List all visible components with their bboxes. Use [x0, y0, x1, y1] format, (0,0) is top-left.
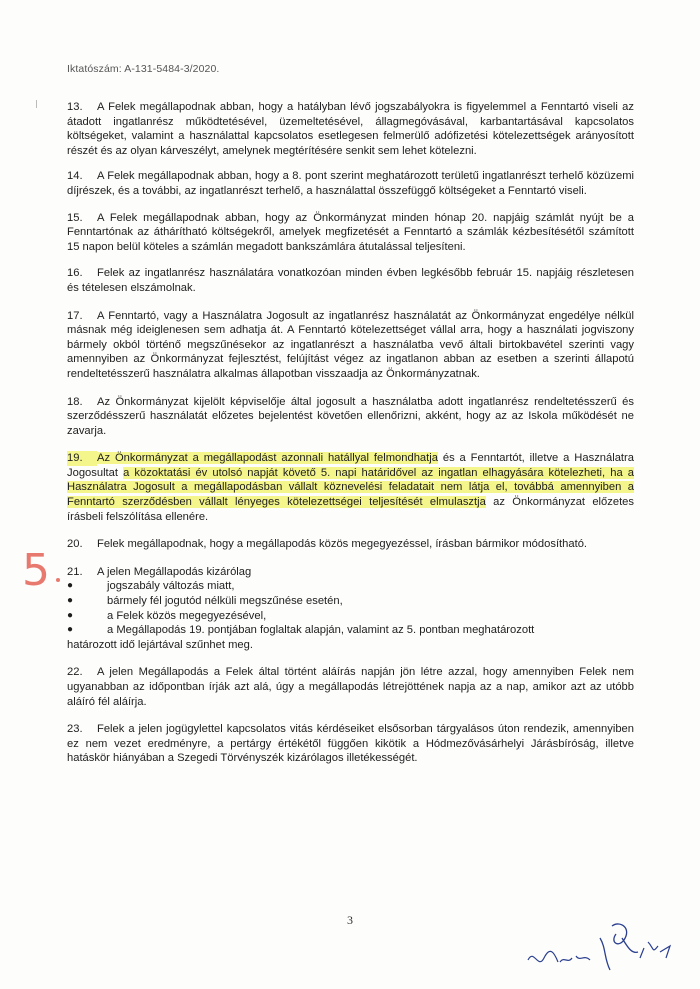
paragraph-number: 18.: [67, 395, 83, 408]
paragraph-number: 16.: [67, 267, 83, 280]
paragraph-13: [67, 100, 634, 158]
paragraph-text: Felek megállapodnak, hogy a megállapodás közös megegyezéssel, írásban bármikor módosítható.: [97, 538, 588, 551]
highlight-deadline: a közoktatási év utolsó napját követő 5. napi határidővel az ingatlan elhagyására kötelezheti,: [123, 466, 606, 479]
signature-stroke-2: [600, 924, 638, 970]
paragraph-text: A Felek megállapodnak abban, hogy a 8. pont szerint meghatározott területű ingatlanrészt terhelő közüzemi díjrészek, és a további, az ingatlanrészt terhelő, a használattal összefüggő költségeket a Fenntartó viseli.: [67, 170, 634, 197]
list-item: ● jogszabály változás miatt,: [67, 580, 235, 593]
paragraph-text: A jelen Megállapodás a Felek által történt aláírás napján jön létre azzal, hogy amennyiben Felek nem ugyanabban az időpontban írják azt alá, úgy a megállapodás létrejöttének napja az a nap, amikor azt az utóbb aláíró fél aláírja.: [67, 666, 634, 708]
paragraph-number: 21.: [67, 565, 83, 578]
paragraph-21: [67, 565, 634, 653]
paragraph-number: 23.: [67, 723, 83, 736]
paragraph-text: Felek a jelen jogügylettel kapcsolatos vitás kérdéseiket elsősorban tárgyalásos úton rendezik, amennyiben ez nem vezet eredményre, a pertárgy értékétől függően kikötik a Hódmezővásárhelyi Járásbíróság, illetve hatáskör hiányában a Szegedi Törvényszék kizárólagos illetékességét.: [67, 723, 634, 765]
paragraph-text: az Önkormányzat előzetes írásbeli felszólítása ellenére.: [67, 496, 634, 523]
paragraph-14: [67, 169, 634, 198]
reference-number: Iktatószám: A-131-5484-3/2020.: [67, 63, 220, 75]
bullet-icon: ●: [67, 624, 74, 636]
paragraph-17: [67, 309, 634, 382]
paragraph-20: [67, 537, 634, 552]
paragraph-number: 22.: [67, 666, 83, 679]
paragraph-number: 19.: [67, 451, 97, 466]
list-tail: határozott idő lejártával szűnhet meg.: [67, 638, 253, 651]
signature-initials: [520, 918, 680, 978]
bullet-icon: ●: [67, 580, 74, 592]
paragraph-22: [67, 665, 634, 709]
paragraph-number: 14.: [67, 170, 83, 183]
list-item: ● a Felek közös megegyezésével,: [67, 609, 267, 622]
paragraph-text: A jelen Megállapodás kizárólag: [97, 565, 252, 578]
page-number: 3: [347, 913, 353, 927]
signature-stroke-1: [528, 951, 590, 962]
document-body: [67, 100, 634, 766]
paragraph-text: Az Önkormányzat kijelölt képviselője által jogosult a használatba adott ingatlanrész rendeltetésszerű és szerződésszerű használatát előzetes bejelentést követően ellenőrizni, akként, hogy az az Iskola működését ne zavarja.: [67, 395, 634, 437]
paragraph-16: [67, 266, 634, 295]
paragraph-number: 13.: [67, 101, 83, 113]
termination-list: [67, 579, 634, 637]
paragraph-text: és a Fenntartót, illetve a Használatra Jogosultat: [67, 452, 634, 479]
margin-mark: [36, 100, 37, 108]
paragraph-19: [67, 451, 634, 524]
handwritten-dot: [56, 578, 60, 582]
paragraph-number: 15.: [67, 211, 83, 224]
bullet-icon: ●: [67, 595, 74, 607]
bullet-icon: ●: [67, 609, 74, 621]
paragraph-text: A Felek megállapodnak abban, hogy a hatályban lévő jogszabályokra is figyelemmel a Fenntartó viseli az átadott ingatlanrész működtetésével, üzemeltetésével, állagmegóvásával, karbantartásával kapcsolatos költségeket, valamint a használattal kapcsolatos esetlegesen felmerülő adófizetési kötelezettségek arányosított részét és az olyan kárveszélyt, amelynek megtérítésére senkit sem lehet kötelezni.: [67, 101, 634, 157]
highlight-termination: Az Önkormányzat a megállapodást azonnali hatállyal felmondhatja: [97, 452, 438, 465]
highlight-obligations: ha a Használatra Jogosult a megállapodásban vállalt köznevelési feladatait nem látja el, továbbá amennyiben a Fenntartó szerződésben vállalt lényeges kötelezettségei teljesítését elmulasztja: [67, 466, 634, 509]
list-item: ● a Megállapodás 19. pontjában foglaltak alapján, valamint az 5. pontban meghatározott: [67, 624, 535, 637]
list-item: ● bármely fél jogutód nélküli megszűnése esetén,: [67, 595, 343, 608]
handwritten-margin-number: 5: [22, 545, 50, 596]
paragraph-text: A Fenntartó, vagy a Használatra Jogosult az ingatlanrész használatát az Önkormányzat engedélye nélkül másnak még ideiglenesen sem adhatja át. A Fenntartó kötelezettséget vállal arra, hogy a használati jogviszony bármely okból történő megszűnésekor az ingatlanrészt a használatba vevő általi birtokbavétel szerinti vagy amennyiben az Önkormányzat fejlesztést, felújítást végez az ingatlanon abban az esetben a szerinti állapotú rendeltetésszerű használatra alkalmas állapotban visszaadja az Önkormányzatnak.: [67, 309, 634, 380]
paragraph-text: Felek az ingatlanrész használatára vonatkozóan minden évben legkésőbb február 15. napjáig részletesen és tételesen elszámolnak.: [67, 267, 634, 294]
signature-stroke-3: [640, 942, 670, 958]
paragraph-23: [67, 722, 634, 766]
paragraph-number: 17.: [67, 309, 83, 322]
paragraph-number: 20.: [67, 538, 83, 551]
paragraph-text: A Felek megállapodnak abban, hogy az Önkormányzat minden hónap 20. napjáig számlát nyújt be a Fenntartónak az áthárítható költségekről, amelyek megfizetését a Fenntartó a számlák kézbesítésétől számított 15 napon belül köteles a számlán megadott bankszámlára átutalással teljesíteni.: [67, 211, 634, 253]
paragraph-15: [67, 211, 634, 255]
paragraph-18: [67, 395, 634, 439]
